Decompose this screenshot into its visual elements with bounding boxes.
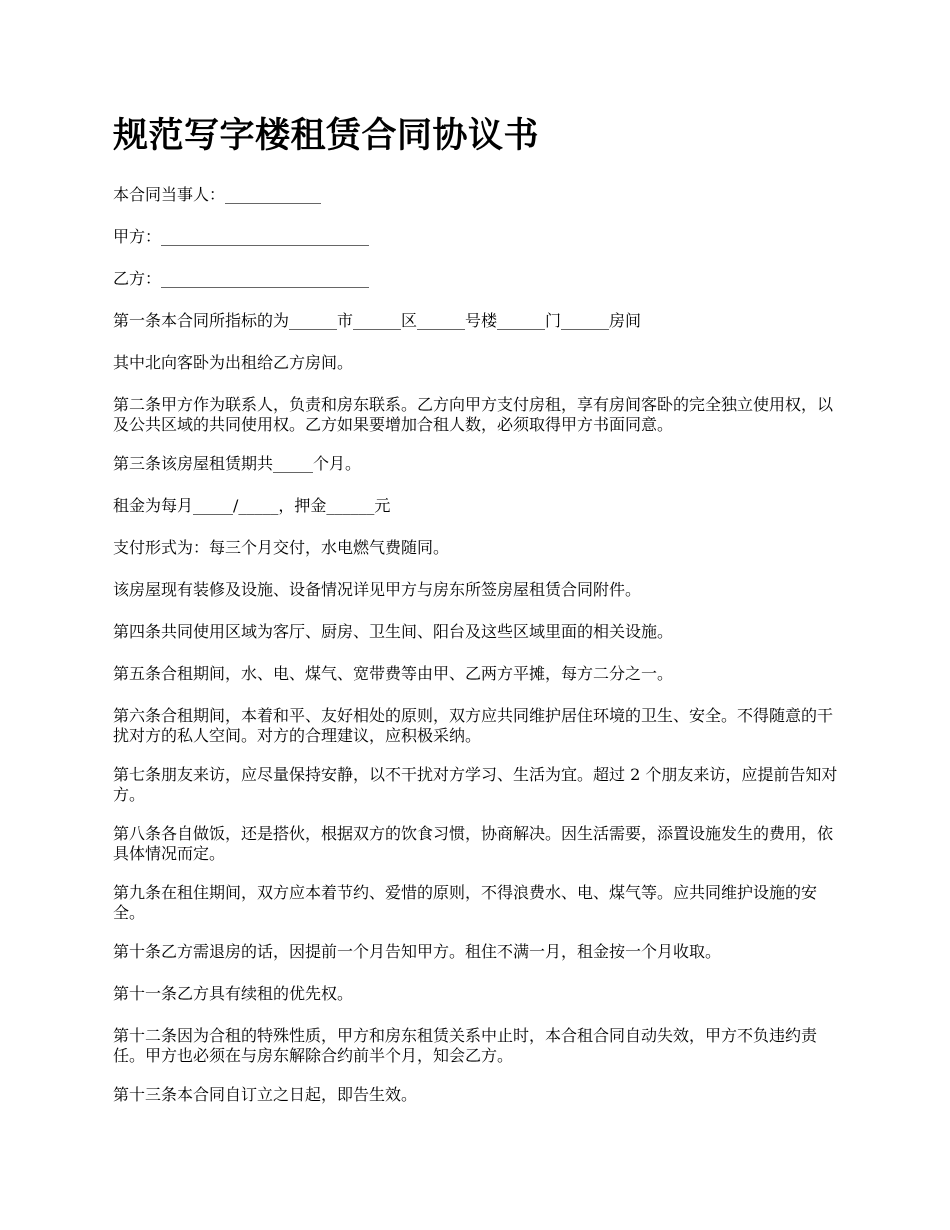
article-2: 第二条甲方作为联系人，负责和房东联系。乙方向甲方支付房租，享有房间客卧的完全独立使用权，以及公共区域的共同使用权。乙方如果要增加合租人数，必须取得甲方书面同意。 bbox=[113, 395, 834, 434]
article-13: 第十三条本合同自订立之日起，即告生效。 bbox=[113, 1085, 418, 1104]
party-b-line: 乙方：__________________________ bbox=[113, 269, 370, 288]
document-body bbox=[113, 112, 840, 1127]
rent-line: 租金为每月_____/_____，押金______元 bbox=[113, 496, 391, 515]
article-8: 第八条各自做饭，还是搭伙，根据双方的饮食习惯，协商解决。因生活需要，添置设施发生的费用，依具体情况而定。 bbox=[113, 824, 834, 863]
payment-line: 支付形式为：每三个月交付，水电燃气费随同。 bbox=[113, 538, 450, 557]
article-7: 第七条朋友来访，应尽量保持安静，以不干扰对方学习、生活为宜。超过 2 个朋友来访，应提前告知对方。 bbox=[113, 765, 838, 804]
article-3: 第三条该房屋租赁期共_____个月。 bbox=[113, 454, 362, 473]
article-10: 第十条乙方需退房的话，因提前一个月告知甲方。租住不满一月，租金按一个月收取。 bbox=[113, 942, 722, 961]
document-title: 规范写字楼租赁合同协议书 bbox=[113, 115, 540, 156]
article-11: 第十一条乙方具有续租的优先权。 bbox=[113, 984, 354, 1003]
article-5: 第五条合租期间，水、电、煤气、宽带费等由甲、乙两方平摊，每方二分之一。 bbox=[113, 664, 674, 683]
article-1-note: 其中北向客卧为出租给乙方房间。 bbox=[113, 353, 354, 372]
party-line: 本合同当事人：____________ bbox=[113, 185, 322, 204]
article-6: 第六条合租期间，本着和平、友好相处的原则，双方应共同维护居住环境的卫生、安全。不得随意的干扰对方的私人空间。对方的合理建议，应积极采纳。 bbox=[113, 706, 834, 745]
facilities-line: 该房屋现有装修及设施、设备情况详见甲方与房东所签房屋租赁合同附件。 bbox=[113, 580, 642, 599]
article-12: 第十二条因为合租的特殊性质，甲方和房东租赁关系中止时，本合租合同自动失效，甲方不负违约责任。甲方也必须在与房东解除合约前半个月，知会乙方。 bbox=[113, 1026, 818, 1065]
party-a-line: 甲方：__________________________ bbox=[113, 227, 370, 246]
article-1: 第一条本合同所指标的为______市______区______号楼______门______房间 bbox=[113, 311, 642, 330]
article-4: 第四条共同使用区域为客厅、厨房、卫生间、阳台及这些区域里面的相关设施。 bbox=[113, 622, 674, 641]
article-9: 第九条在租住期间，双方应本着节约、爱惜的原则，不得浪费水、电、煤气等。应共同维护设施的安全。 bbox=[113, 883, 818, 922]
